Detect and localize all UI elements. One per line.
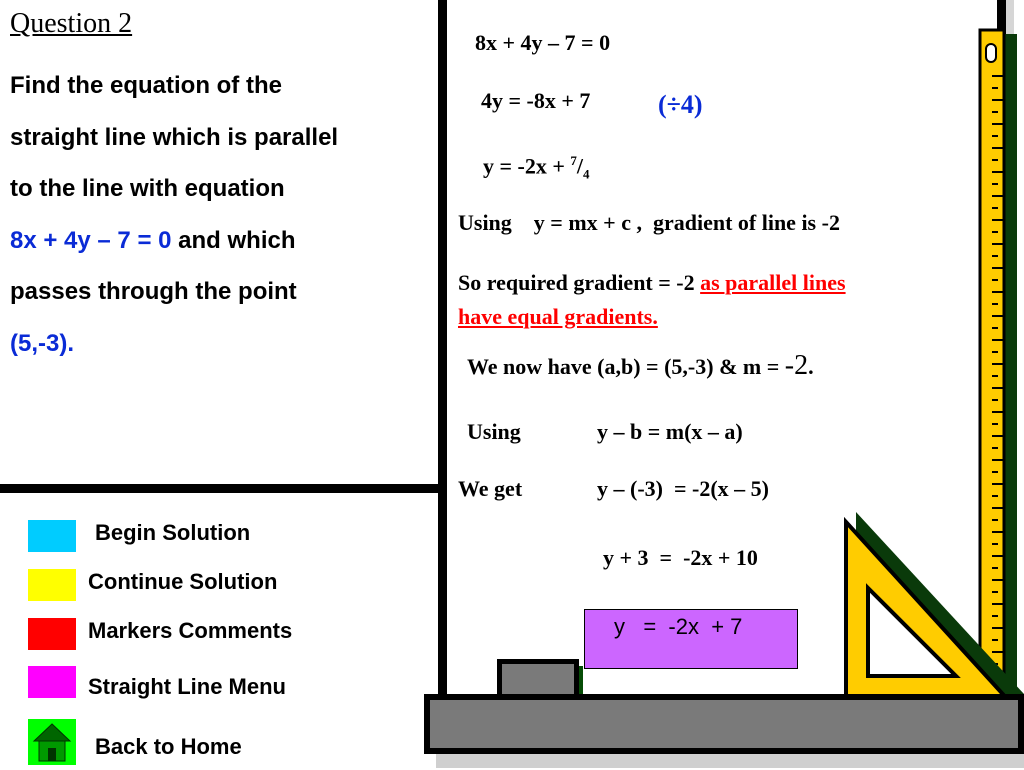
- question-line-1: Find the equation of the: [10, 72, 282, 99]
- gradient-reason-2: have equal gradients.: [458, 304, 658, 329]
- question-title: Question 2: [10, 8, 133, 39]
- expanded-step: y + 3 = -2x + 10: [603, 545, 758, 570]
- using-2-label: Using: [467, 419, 521, 444]
- using-1-formula: y = mx + c , gradient of line is -2: [533, 210, 840, 235]
- step-3: [483, 153, 590, 183]
- step-3-slash: /: [576, 153, 584, 179]
- home-swatch[interactable]: [28, 719, 76, 765]
- base-bar: [424, 694, 1024, 754]
- question-equation: 8x + 4y – 7 = 0: [10, 226, 172, 254]
- now-have-end: .: [808, 354, 814, 379]
- we-get-formula: y – (-3) = -2(x – 5): [597, 476, 769, 501]
- divider-line: [0, 484, 450, 493]
- we-get-label: We get: [458, 476, 523, 501]
- begin-solution-swatch[interactable]: [28, 520, 76, 552]
- final-answer: y = -2x + 7: [614, 614, 743, 639]
- continue-solution-swatch[interactable]: [28, 569, 76, 601]
- begin-solution-button[interactable]: Begin Solution: [95, 520, 251, 545]
- step-3-numerator: 7: [570, 153, 577, 168]
- markers-comments-button[interactable]: Markers Comments: [88, 618, 293, 643]
- question-text: [10, 60, 430, 369]
- using-2-formula: y – b = m(x – a): [597, 419, 743, 444]
- block: [497, 659, 579, 699]
- question-line-5: passes through the point: [10, 278, 297, 305]
- step-1: 8x + 4y – 7 = 0: [475, 30, 611, 55]
- back-to-home-button[interactable]: Back to Home: [95, 734, 242, 759]
- step-2-note: (÷4): [658, 90, 703, 119]
- gradient-statement: [458, 266, 978, 334]
- step-3-denominator: 4: [583, 166, 590, 182]
- using-1: [458, 210, 840, 236]
- now-have-m: -2: [784, 350, 809, 381]
- question-line-4: [10, 215, 430, 267]
- gradient-reason-1: as parallel lines: [700, 270, 846, 295]
- using-1-label: Using: [458, 210, 512, 235]
- question-line-3: to the line with equation: [10, 175, 285, 202]
- continue-solution-button[interactable]: Continue Solution: [88, 569, 278, 594]
- markers-comments-swatch[interactable]: [28, 618, 76, 650]
- step-2: 4y = -8x + 7: [481, 88, 591, 113]
- gradient-text: So required gradient = -2: [458, 270, 701, 295]
- question-line-2: straight line which is parallel: [10, 123, 339, 151]
- now-have: [467, 350, 814, 382]
- straight-line-menu-button[interactable]: Straight Line Menu: [88, 674, 286, 699]
- set-square-icon: [838, 508, 1024, 704]
- question-point: (5,-3).: [10, 329, 75, 357]
- home-icon: [28, 719, 76, 765]
- straight-line-menu-swatch[interactable]: [28, 666, 76, 698]
- step-3-main: y = -2x +: [483, 153, 571, 179]
- now-have-text: We now have (a,b) = (5,-3) & m =: [467, 354, 785, 379]
- question-line-4-rest: and which: [171, 226, 296, 254]
